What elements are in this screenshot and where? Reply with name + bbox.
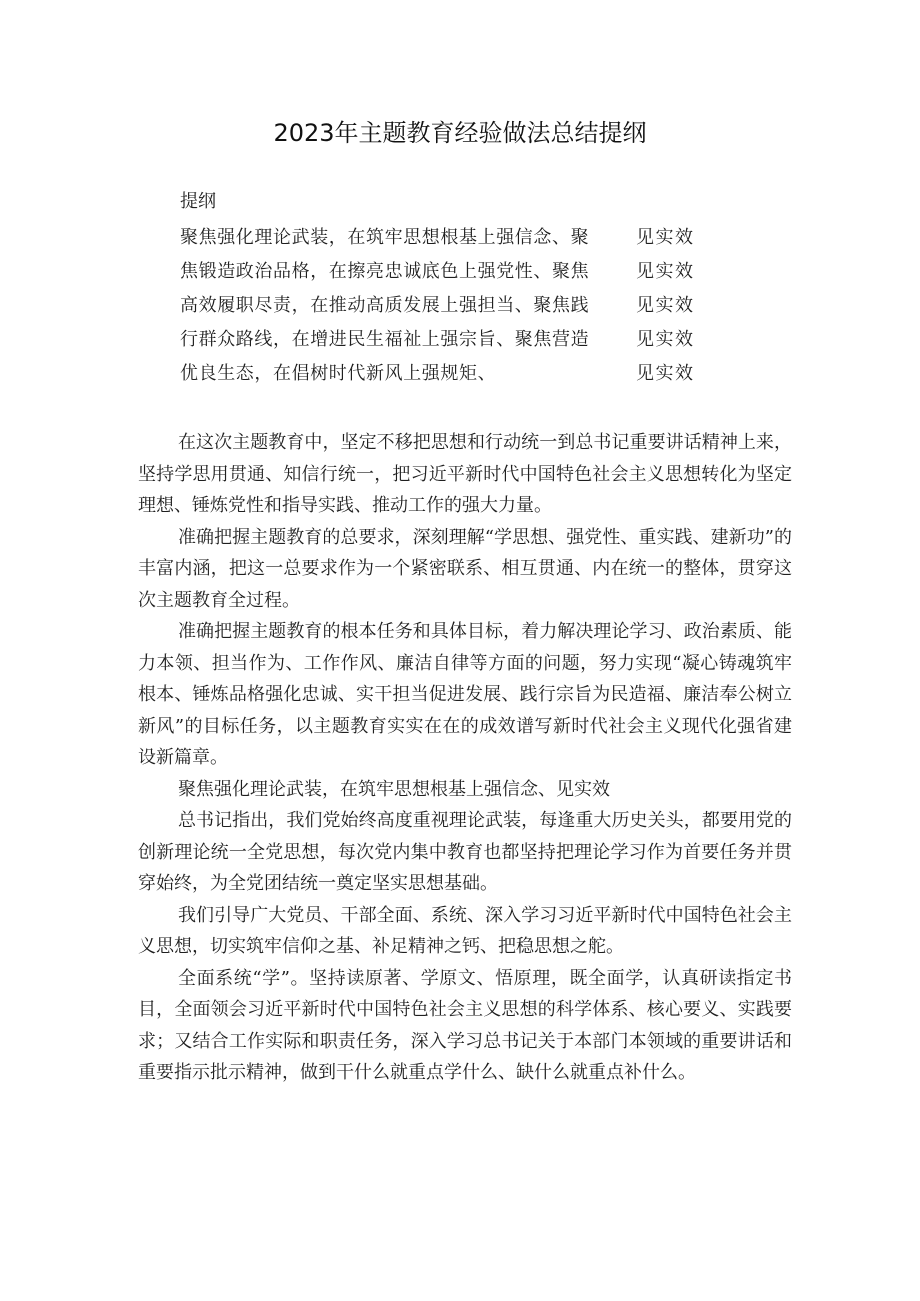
body-paragraph: 准确把握主题教育的根本任务和具体目标，着力解决理论学习、政治素质、能力本领、担当作为、工作作风、廉洁自律等方面的问题，努力实现“凝心铸魂筑牢根本、锤炼品格强化忠诚、实干担当促进发展、践行宗旨为民造福、廉洁奉公树立新风”的目标任务，以主题教育实实在在的成效谱写新时代社会主义现代化强省建设新篇章。 bbox=[138, 621, 792, 768]
outline-row-text: 高效履职尽责，在推动高质发展上强担当、聚焦践 bbox=[180, 295, 590, 316]
section-heading: 聚焦强化理论武装，在筑牢思想根基上强信念、见实效 bbox=[178, 778, 610, 800]
body-text bbox=[138, 427, 792, 1089]
outline-row-tag: 见实效 bbox=[636, 363, 695, 384]
outline-row-text: 行群众路线，在增进民生福祉上强宗旨、聚焦营造 bbox=[180, 329, 590, 350]
outline-row-tag: 见实效 bbox=[636, 227, 695, 248]
outline-row-text: 优良生态，在倡树时代新风上强规矩、 bbox=[180, 363, 497, 384]
outline-row-tag: 见实效 bbox=[636, 329, 695, 350]
outline-row-text: 聚焦强化理论武装，在筑牢思想根基上强信念、聚 bbox=[180, 227, 590, 248]
body-paragraph: 总书记指出，我们党始终高度重视理论武装，每逢重大历史关头，都要用党的创新理论统一全党思想，每次党内集中教育也都坚持把理论学习作为首要任务并贯穿始终，为全党团结统一奠定坚实思想基础。 bbox=[138, 810, 792, 894]
outline-row-tag: 见实效 bbox=[636, 261, 695, 282]
outline-row bbox=[180, 326, 740, 360]
outline-row-tag: 见实效 bbox=[636, 295, 695, 316]
outline-list bbox=[180, 224, 740, 394]
outline-row bbox=[180, 360, 740, 394]
body-paragraph: 准确把握主题教育的总要求，深刻理解“学思想、强党性、重实践、建新功”的丰富内涵，把这一总要求作为一个紧密联系、相互贯通、内在统一的整体，贯穿这次主题教育全过程。 bbox=[138, 526, 792, 611]
outline-row bbox=[180, 258, 740, 292]
outline-row bbox=[180, 292, 740, 326]
outline-row bbox=[180, 224, 740, 258]
body-paragraph: 在这次主题教育中，坚定不移把思想和行动统一到总书记重要讲话精神上来，坚持学思用贯通、知信行统一，把习近平新时代中国特色社会主义思想转化为坚定理想、锤炼党性和指导实践、推动工作的强大力量。 bbox=[138, 432, 792, 516]
outline-row-text: 焦锻造政治品格，在擦亮忠诚底色上强党性、聚焦 bbox=[180, 261, 590, 282]
body-paragraph: 我们引导广大党员、干部全面、系统、深入学习习近平新时代中国特色社会主义思想，切实筑牢信仰之基、补足精神之钙、把稳思想之舵。 bbox=[138, 904, 792, 957]
document-title: 2023年主题教育经验做法总结提纲 bbox=[273, 119, 647, 147]
outline-label: 提纲 bbox=[180, 191, 216, 212]
body-paragraph: 全面系统“学”。坚持读原著、学原文、悟原理，既全面学，认真研读指定书目，全面领会习近平新时代中国特色社会主义思想的科学体系、核心要义、实践要求；又结合工作实际和职责任务，深入学习总书记关于本部门本领域的重要讲话和重要指示批示精神，做到干什么就重点学什么、缺什么就重点补什么。 bbox=[138, 967, 792, 1083]
